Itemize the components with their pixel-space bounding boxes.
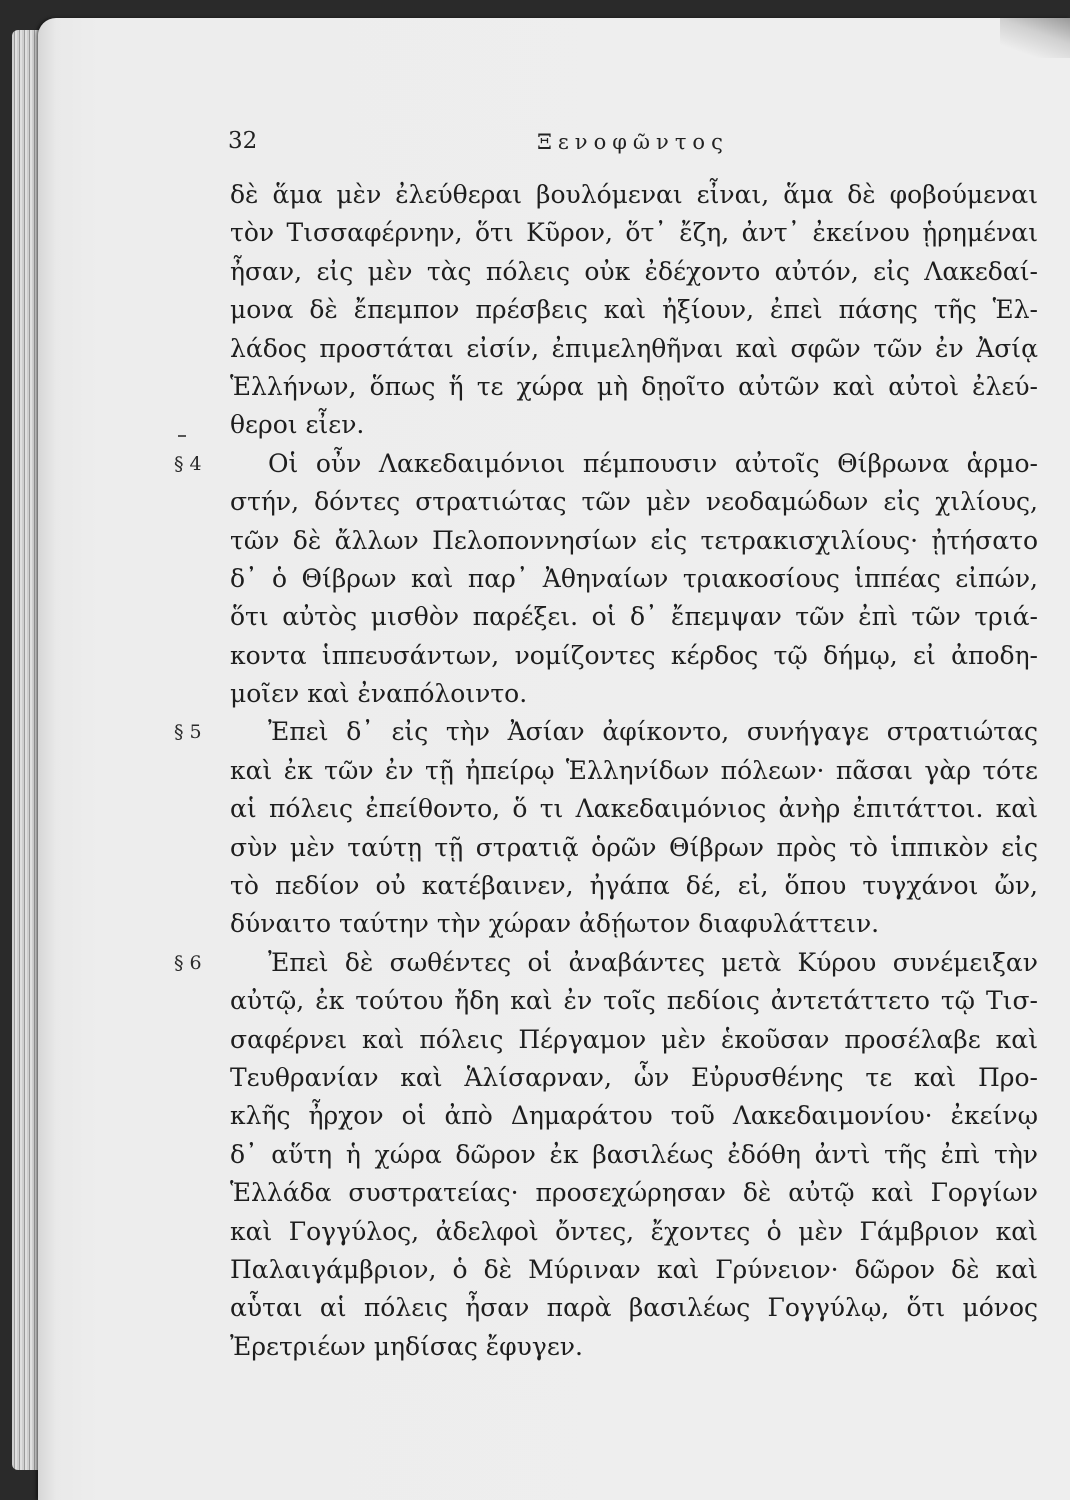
text-line: θεροι εἶεν. — [230, 410, 365, 440]
text-line: σὺν μὲν ταύτῃ τῇ στρατιᾷ ὁρῶν Θίβρων πρὸς τὸ ἱππικὸν εἰς — [230, 832, 1038, 862]
text-line: αὗται αἱ πόλεις ἦσαν παρὰ βασιλέως Γογγύλῳ, ὅτι μόνος — [230, 1293, 1038, 1323]
page-header — [228, 128, 1038, 168]
text-line: Ἐπεὶ δὲ σωθέντες οἱ ἀναβάντες μετὰ Κύρου συνέμειξαν — [268, 947, 1038, 977]
text-line: ἦσαν, εἰς μὲν τὰς πόλεις οὐκ ἐδέχοντο αὐτόν, εἰς Λακεδαί- — [230, 256, 1038, 286]
text-line: αὐτῷ, ἐκ τούτου ἤδη καὶ ἐν τοῖς πεδίοις ἀντετάττετο τῷ Τισ- — [230, 986, 1038, 1016]
text-line: ὅτι αὐτὸς μισθὸν παρέξει. οἱ δ᾽ ἔπεμψαν τῶν ἐπὶ τῶν τριά- — [230, 602, 1038, 632]
text-line: Ἐπεὶ δ᾽ εἰς τὴν Ἀσίαν ἀφίκοντο, συνήγαγε στρατιώτας — [268, 717, 1038, 747]
text-line: Ἑλλάδα συστρατείας· προσεχώρησαν δὲ αὐτῷ καὶ Γοργίων — [230, 1178, 1038, 1208]
section-mark: § 6 — [174, 951, 202, 974]
text-line: τὸν Τισσαφέρνην, ὅτι Κῦρον, ὅτ᾽ ἔζη, ἀντ᾽ ἐκείνου ᾑρημέναι — [230, 218, 1038, 248]
text-line: κλῆς ἦρχον οἱ ἀπὸ Δημαράτου τοῦ Λακεδαιμονίου· ἐκείνῳ — [230, 1101, 1038, 1131]
text-line: καὶ ἐκ τῶν ἐν τῇ ἠπείρῳ Ἑλληνίδων πόλεων· πᾶσαι γὰρ τότε — [230, 755, 1038, 785]
intro-paragraph — [230, 176, 1038, 445]
text-line: κοντα ἱππευσάντων, νομίζοντες κέρδος τῷ δήμῳ, εἰ ἀποδη- — [230, 640, 1038, 670]
running-title: Ξενοφῶντος — [537, 130, 729, 154]
text-line: τῶν δὲ ἄλλων Πελοποννησίων εἰς τετρακισχιλίους· ᾐτήσατο — [230, 525, 1038, 555]
text-line: Ἑλλήνων, ὅπως ἥ τε χώρα μὴ δῃοῖτο αὐτῶν καὶ αὐτοὶ ἐλεύ- — [230, 371, 1038, 401]
text-line: δ᾽ αὕτη ἡ χώρα δῶρον ἐκ βασιλέως ἐδόθη ἀντὶ τῆς ἐπὶ τὴν — [230, 1139, 1038, 1169]
text-line: Οἱ οὖν Λακεδαιμόνιοι πέμπουσιν αὐτοῖς Θίβρωνα ἁρμο- — [268, 448, 1038, 478]
page-corner-shadow — [1000, 18, 1070, 58]
text-line: μοῖεν καὶ ἐναπόλοιντο. — [230, 679, 528, 709]
margin-mark — [178, 435, 186, 437]
body-text — [174, 176, 1038, 1366]
section-mark: § 5 — [174, 721, 202, 744]
text-line: λάδος προστάται εἰσίν, ἐπιμεληθῆναι καὶ σφῶν τῶν ἐν Ἀσίᾳ — [230, 333, 1038, 363]
text-line: σαφέρνει καὶ πόλεις Πέργαμον μὲν ἑκοῦσαν προσέλαβε καὶ — [230, 1024, 1038, 1054]
text-line: Τευθρανίαν καὶ Ἁλίσαρναν, ὧν Εὐρυσθένης τε καὶ Προ- — [230, 1062, 1038, 1092]
section-mark: § 4 — [174, 452, 202, 475]
section-4 — [174, 445, 1038, 714]
text-line: καὶ Γογγύλος, ἀδελφοὶ ὄντες, ἔχοντες ὁ μὲν Γάμβριον καὶ — [230, 1216, 1038, 1246]
text-line: τὸ πεδίον οὐ κατέβαινεν, ἠγάπα δέ, εἰ, ὅπου τυγχάνοι ὤν, — [230, 871, 1038, 901]
page-number: 32 — [228, 128, 258, 154]
text-line: Ἐρετριέων μηδίσας ἔφυγεν. — [230, 1331, 583, 1361]
text-line: δύναιτο ταύτην τὴν χώραν ἀδῄωτον διαφυλάττειν. — [230, 909, 880, 939]
text-line: δ᾽ ὁ Θίβρων καὶ παρ᾽ Ἀθηναίων τριακοσίους ἱππέας εἰπών, — [230, 563, 1038, 593]
text-line: στήν, δόντες στρατιώτας τῶν μὲν νεοδαμώδων εἰς χιλίους, — [230, 487, 1038, 517]
text-line: αἱ πόλεις ἐπείθοντο, ὅ τι Λακεδαιμόνιος ἀνὴρ ἐπιτάττοι. καὶ — [230, 794, 1038, 824]
text-line: Παλαιγάμβριον, ὁ δὲ Μύριναν καὶ Γρύνειον· δῶρον δὲ καὶ — [230, 1254, 1038, 1284]
text-line: μονα δὲ ἔπεμπον πρέσβεις καὶ ἠξίουν, ἐπεὶ πάσης τῆς Ἑλ- — [230, 295, 1038, 325]
section-6 — [174, 944, 1038, 1366]
section-5 — [174, 713, 1038, 943]
text-line: δὲ ἅμα μὲν ἐλεύθεραι βουλόμεναι εἶναι, ἅμα δὲ φοβούμεναι — [230, 180, 1038, 209]
